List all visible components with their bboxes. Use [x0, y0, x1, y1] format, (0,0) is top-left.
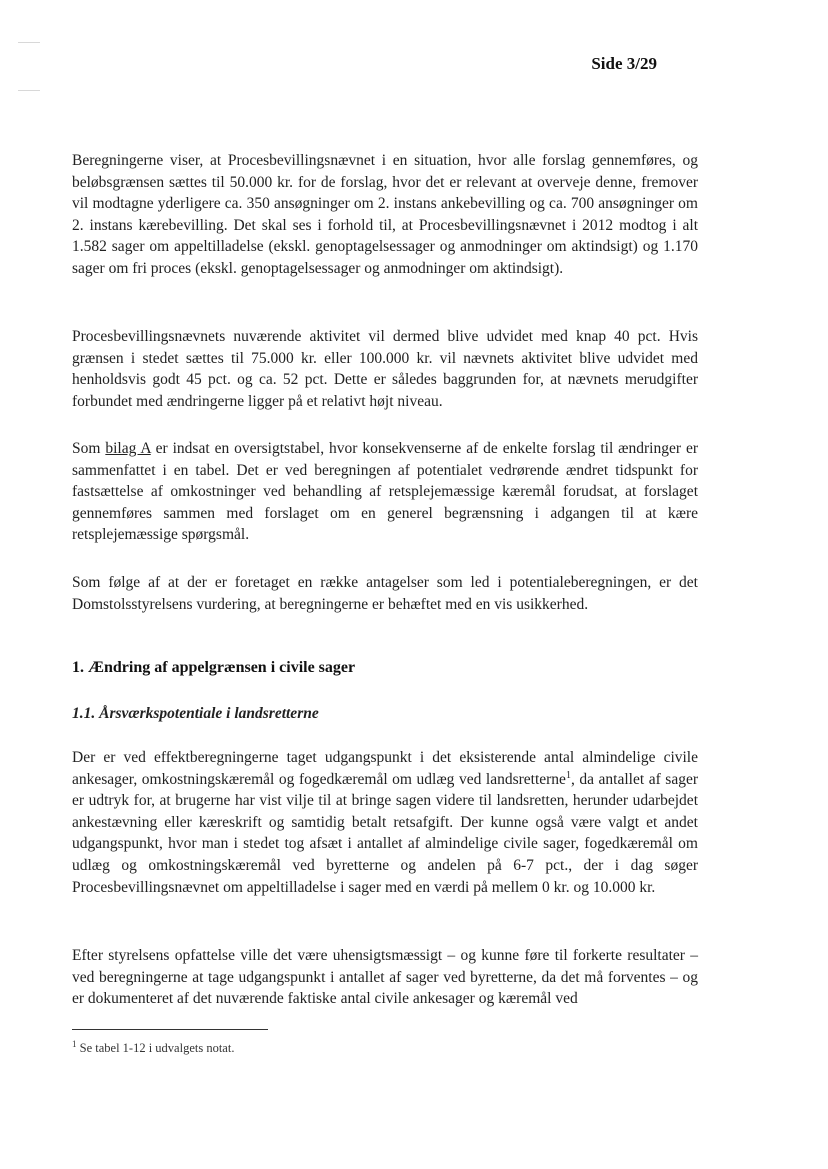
footnote-number: 1: [72, 1038, 77, 1049]
paragraph-text: , da antallet af sager er udtryk for, at brugerne har vist vilje til at bringe sagen videre til landsretten, herunder udarbejdet ankestævning eller kæreskrift og samtidig betalt retsafgift. Der kunne også være valgt et andet udgangspunkt, hvor man i stedet tog afsæt i antallet af almindelige civile sager, fogedkæremål om udlæg og omkostningskæremål ved byretterne og andelen på 6-7 pct., der i dag søger Procesbevillingsnævnet om appeltilladelse i sager med en værdi på mellem 0 kr. og 10.000 kr.: [72, 770, 698, 896]
footnote-divider: [72, 1029, 268, 1030]
bilag-a-link[interactable]: bilag A: [105, 440, 151, 457]
scan-artifact: [18, 90, 40, 91]
paragraph-text: Der er ved effektberegningerne taget udgangspunkt i det eksisterende antal almindelige civile ankesager, omkostningskæremål og fogedkæremål om udlæg ved landsretterne: [72, 749, 698, 788]
scan-artifact: [18, 42, 40, 43]
paragraph-udgangspunkt: [72, 747, 698, 898]
footnote-reference[interactable]: 1: [565, 769, 571, 781]
section-subheading: 1.1. Årsværkspotentiale i landsretterne: [72, 705, 319, 722]
paragraph-aktivitet: Procesbevillingsnævnets nuværende aktivitet vil dermed blive udvidet med knap 40 pct. Hvis grænsen i stedet sættes til 75.000 kr. eller 100.000 kr. vil nævnets aktivitet blive udvidet med henholdsvis godt 45 pct. og ca. 52 pct. Dette er således baggrunden for, at nævnets merudgifter forbundet med ændringerne ligger på et relativt højt niveau.: [72, 328, 698, 410]
paragraph-beregninger: Beregningerne viser, at Procesbevillingsnævnet i en situation, hvor alle forslag gennemføres, og beløbsgrænsen sættes til 50.000 kr. for de forslag, hvor det er relevant at overveje denne, fremover vil modtagne yderligere ca. 350 ansøgninger om 2. instans ankebevilling og ca. 700 ansøgninger om 2. instans kærebevilling. Det skal ses i forhold til, at Procesbevillingsnævnet i 2012 modtog i alt 1.582 sager om appeltilladelse (ekskl. genoptagelsessager og anmodninger om aktindsigt) og 1.170 sager om fri proces (ekskl. genoptagelsessager og anmodninger om aktindsigt).: [72, 152, 698, 277]
paragraph-text: Som: [72, 440, 106, 457]
footnote: [72, 1038, 235, 1056]
paragraph-bilag: [72, 438, 698, 546]
paragraph-usikkerhed: Som følge af at der er foretaget en række antagelser som led i potentialeberegningen, er det Domstolsstyrelsens vurdering, at beregningerne er behæftet med en vis usikkerhed.: [72, 574, 698, 613]
page-number: Side 3/29: [591, 54, 657, 73]
footnote-text: Se tabel 1-12 i udvalgets notat.: [76, 1041, 235, 1055]
section-heading: 1. Ændring af appelgrænsen i civile sager: [72, 659, 356, 676]
paragraph-styrelsen: Efter styrelsens opfattelse ville det være uhensigtsmæssigt – og kunne føre til forkerte resultater – ved beregningerne at tage udgangspunkt i antallet af sager ved byretterne, da det må forventes – og er dokumenteret af det nuværende faktiske antal civile ankesager og kæremål ved: [72, 947, 698, 1008]
paragraph-text: er indsat en oversigtstabel, hvor konsekvenserne af de enkelte forslag til ændringer er sammenfattet i en tabel. Det er ved beregningen af potentialet vedrørende ændret tidspunkt for fastsættelse af omkostninger ved behandling af retsplejemæssige kæremål forudsat, at forslaget gennemføres sammen med forslaget om en generel begrænsning i adgangen til at kære retsplejemæssige spørgsmål.: [72, 440, 698, 544]
